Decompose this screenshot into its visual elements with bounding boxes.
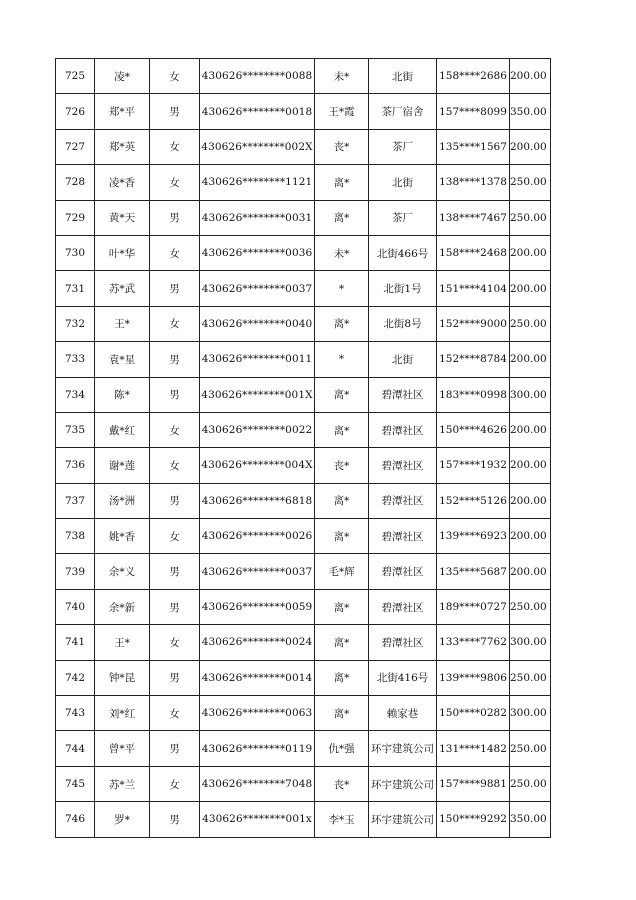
row-number: 734 xyxy=(56,377,95,412)
amount-cell: 200.00 xyxy=(510,483,551,518)
name-cell: 刘*红 xyxy=(95,696,150,731)
table-row xyxy=(56,94,551,129)
name-cell: 姚*香 xyxy=(95,519,150,554)
gender-cell: 女 xyxy=(150,165,200,200)
phone-cell: 138****7467 xyxy=(437,200,510,235)
phone-cell: 157****1932 xyxy=(437,448,510,483)
spouse-cell: 毛*辉 xyxy=(315,554,369,589)
row-number: 737 xyxy=(56,483,95,518)
name-cell: 曾*平 xyxy=(95,731,150,766)
name-cell: 黄*天 xyxy=(95,200,150,235)
phone-cell: 151****4104 xyxy=(437,271,510,306)
spouse-cell: 未* xyxy=(315,235,369,270)
address-cell: 茶厂 xyxy=(369,129,437,164)
name-cell: 凌*香 xyxy=(95,165,150,200)
spouse-cell: 丧* xyxy=(315,448,369,483)
gender-cell: 女 xyxy=(150,306,200,341)
id-number-cell: 430626********0018 xyxy=(200,94,315,129)
amount-cell: 250.00 xyxy=(510,766,551,801)
gender-cell: 女 xyxy=(150,129,200,164)
row-number: 745 xyxy=(56,766,95,801)
spouse-cell: * xyxy=(315,271,369,306)
gender-cell: 女 xyxy=(150,696,200,731)
address-cell: 碧潭社区 xyxy=(369,377,437,412)
phone-cell: 157****9881 xyxy=(437,766,510,801)
gender-cell: 男 xyxy=(150,94,200,129)
table-row xyxy=(56,483,551,518)
phone-cell: 158****2686 xyxy=(437,59,510,94)
gender-cell: 女 xyxy=(150,766,200,801)
phone-cell: 158****2468 xyxy=(437,235,510,270)
id-number-cell: 430626********0036 xyxy=(200,235,315,270)
row-number: 725 xyxy=(56,59,95,94)
table-row xyxy=(56,235,551,270)
name-cell: 王* xyxy=(95,306,150,341)
spouse-cell: 李*玉 xyxy=(315,802,369,837)
table-row xyxy=(56,377,551,412)
amount-cell: 250.00 xyxy=(510,589,551,624)
name-cell: 凌* xyxy=(95,59,150,94)
row-number: 735 xyxy=(56,412,95,447)
phone-cell: 133****7762 xyxy=(437,625,510,660)
address-cell: 茶厂宿舍 xyxy=(369,94,437,129)
amount-cell: 300.00 xyxy=(510,377,551,412)
id-number-cell: 430626********0063 xyxy=(200,696,315,731)
id-number-cell: 430626********0088 xyxy=(200,59,315,94)
row-number: 731 xyxy=(56,271,95,306)
phone-cell: 135****1567 xyxy=(437,129,510,164)
id-number-cell: 430626********1121 xyxy=(200,165,315,200)
gender-cell: 男 xyxy=(150,377,200,412)
id-number-cell: 430626********0119 xyxy=(200,731,315,766)
address-cell: 碧潭社区 xyxy=(369,483,437,518)
spouse-cell: 丧* xyxy=(315,766,369,801)
address-cell: 碧潭社区 xyxy=(369,554,437,589)
name-cell: 余*义 xyxy=(95,554,150,589)
name-cell: 汤*洲 xyxy=(95,483,150,518)
spouse-cell: 仇*强 xyxy=(315,731,369,766)
id-number-cell: 430626********6818 xyxy=(200,483,315,518)
address-cell: 碧潭社区 xyxy=(369,625,437,660)
spouse-cell: 离* xyxy=(315,200,369,235)
amount-cell: 200.00 xyxy=(510,271,551,306)
row-number: 736 xyxy=(56,448,95,483)
phone-cell: 150****9292 xyxy=(437,802,510,837)
table-row xyxy=(56,448,551,483)
phone-cell: 131****1482 xyxy=(437,731,510,766)
gender-cell: 男 xyxy=(150,342,200,377)
table-row xyxy=(56,802,551,837)
id-number-cell: 430626********0014 xyxy=(200,660,315,695)
row-number: 740 xyxy=(56,589,95,624)
address-cell: 环宇建筑公司 xyxy=(369,766,437,801)
row-number: 741 xyxy=(56,625,95,660)
table-row xyxy=(56,731,551,766)
spouse-cell: 离* xyxy=(315,589,369,624)
gender-cell: 男 xyxy=(150,200,200,235)
amount-cell: 250.00 xyxy=(510,306,551,341)
gender-cell: 女 xyxy=(150,448,200,483)
phone-cell: 139****6923 xyxy=(437,519,510,554)
table-row xyxy=(56,271,551,306)
address-cell: 茶厂 xyxy=(369,200,437,235)
spouse-cell: 离* xyxy=(315,519,369,554)
phone-cell: 150****4626 xyxy=(437,412,510,447)
id-number-cell: 430626********0031 xyxy=(200,200,315,235)
row-number: 727 xyxy=(56,129,95,164)
phone-cell: 138****1378 xyxy=(437,165,510,200)
id-number-cell: 430626********0037 xyxy=(200,271,315,306)
amount-cell: 200.00 xyxy=(510,554,551,589)
records-table xyxy=(55,58,551,838)
address-cell: 北街 xyxy=(369,59,437,94)
address-cell: 北街8号 xyxy=(369,306,437,341)
amount-cell: 350.00 xyxy=(510,94,551,129)
address-cell: 环宇建筑公司 xyxy=(369,731,437,766)
table-row xyxy=(56,306,551,341)
id-number-cell: 430626********7048 xyxy=(200,766,315,801)
id-number-cell: 430626********0059 xyxy=(200,589,315,624)
name-cell: 郑*英 xyxy=(95,129,150,164)
table-row xyxy=(56,412,551,447)
address-cell: 环宇建筑公司 xyxy=(369,802,437,837)
row-number: 732 xyxy=(56,306,95,341)
id-number-cell: 430626********001X xyxy=(200,377,315,412)
address-cell: 北街 xyxy=(369,342,437,377)
name-cell: 王* xyxy=(95,625,150,660)
gender-cell: 女 xyxy=(150,59,200,94)
row-number: 733 xyxy=(56,342,95,377)
gender-cell: 男 xyxy=(150,554,200,589)
spouse-cell: 离* xyxy=(315,377,369,412)
gender-cell: 男 xyxy=(150,589,200,624)
gender-cell: 女 xyxy=(150,235,200,270)
phone-cell: 150****0282 xyxy=(437,696,510,731)
spouse-cell: 离* xyxy=(315,660,369,695)
table-row xyxy=(56,554,551,589)
table-row xyxy=(56,165,551,200)
spouse-cell: 王*霞 xyxy=(315,94,369,129)
amount-cell: 300.00 xyxy=(510,625,551,660)
address-cell: 碧潭社区 xyxy=(369,448,437,483)
phone-cell: 152****5126 xyxy=(437,483,510,518)
gender-cell: 男 xyxy=(150,660,200,695)
row-number: 728 xyxy=(56,165,95,200)
gender-cell: 男 xyxy=(150,483,200,518)
phone-cell: 139****9806 xyxy=(437,660,510,695)
name-cell: 余*新 xyxy=(95,589,150,624)
table-row xyxy=(56,200,551,235)
id-number-cell: 430626********0037 xyxy=(200,554,315,589)
table-row xyxy=(56,696,551,731)
amount-cell: 250.00 xyxy=(510,731,551,766)
amount-cell: 200.00 xyxy=(510,59,551,94)
table-row xyxy=(56,766,551,801)
name-cell: 苏*兰 xyxy=(95,766,150,801)
amount-cell: 250.00 xyxy=(510,165,551,200)
address-cell: 北街 xyxy=(369,165,437,200)
name-cell: 罗* xyxy=(95,802,150,837)
id-number-cell: 430626********0024 xyxy=(200,625,315,660)
table-body xyxy=(56,59,551,838)
amount-cell: 300.00 xyxy=(510,696,551,731)
phone-cell: 152****9000 xyxy=(437,306,510,341)
phone-cell: 157****8099 xyxy=(437,94,510,129)
table-row xyxy=(56,129,551,164)
name-cell: 郑*平 xyxy=(95,94,150,129)
gender-cell: 女 xyxy=(150,412,200,447)
table-row xyxy=(56,589,551,624)
spouse-cell: 离* xyxy=(315,412,369,447)
amount-cell: 200.00 xyxy=(510,448,551,483)
name-cell: 苏*武 xyxy=(95,271,150,306)
row-number: 730 xyxy=(56,235,95,270)
gender-cell: 女 xyxy=(150,519,200,554)
name-cell: 叶*华 xyxy=(95,235,150,270)
row-number: 744 xyxy=(56,731,95,766)
spouse-cell: 丧* xyxy=(315,129,369,164)
row-number: 729 xyxy=(56,200,95,235)
row-number: 738 xyxy=(56,519,95,554)
name-cell: 戴*红 xyxy=(95,412,150,447)
address-cell: 北街416号 xyxy=(369,660,437,695)
table-row xyxy=(56,59,551,94)
phone-cell: 183****0998 xyxy=(437,377,510,412)
amount-cell: 350.00 xyxy=(510,802,551,837)
amount-cell: 200.00 xyxy=(510,129,551,164)
phone-cell: 135****5687 xyxy=(437,554,510,589)
spouse-cell: 离* xyxy=(315,483,369,518)
spouse-cell: * xyxy=(315,342,369,377)
amount-cell: 200.00 xyxy=(510,342,551,377)
phone-cell: 152****8784 xyxy=(437,342,510,377)
id-number-cell: 430626********0011 xyxy=(200,342,315,377)
amount-cell: 200.00 xyxy=(510,519,551,554)
address-cell: 碧潭社区 xyxy=(369,519,437,554)
address-cell: 碧潭社区 xyxy=(369,412,437,447)
id-number-cell: 430626********0040 xyxy=(200,306,315,341)
name-cell: 袁*星 xyxy=(95,342,150,377)
amount-cell: 200.00 xyxy=(510,235,551,270)
name-cell: 谢*莲 xyxy=(95,448,150,483)
id-number-cell: 430626********002X xyxy=(200,129,315,164)
id-number-cell: 430626********004X xyxy=(200,448,315,483)
row-number: 743 xyxy=(56,696,95,731)
phone-cell: 189****0727 xyxy=(437,589,510,624)
amount-cell: 250.00 xyxy=(510,200,551,235)
id-number-cell: 430626********0026 xyxy=(200,519,315,554)
row-number: 746 xyxy=(56,802,95,837)
spouse-cell: 离* xyxy=(315,306,369,341)
address-cell: 北街466号 xyxy=(369,235,437,270)
id-number-cell: 430626********001x xyxy=(200,802,315,837)
amount-cell: 250.00 xyxy=(510,660,551,695)
table-row xyxy=(56,660,551,695)
spouse-cell: 未* xyxy=(315,59,369,94)
row-number: 739 xyxy=(56,554,95,589)
name-cell: 钟*昆 xyxy=(95,660,150,695)
row-number: 742 xyxy=(56,660,95,695)
spouse-cell: 离* xyxy=(315,625,369,660)
table-row xyxy=(56,342,551,377)
name-cell: 陈* xyxy=(95,377,150,412)
address-cell: 北街1号 xyxy=(369,271,437,306)
table-row xyxy=(56,519,551,554)
id-number-cell: 430626********0022 xyxy=(200,412,315,447)
address-cell: 赖家巷 xyxy=(369,696,437,731)
gender-cell: 男 xyxy=(150,271,200,306)
spouse-cell: 离* xyxy=(315,696,369,731)
row-number: 726 xyxy=(56,94,95,129)
spouse-cell: 离* xyxy=(315,165,369,200)
address-cell: 碧潭社区 xyxy=(369,589,437,624)
gender-cell: 男 xyxy=(150,731,200,766)
gender-cell: 男 xyxy=(150,802,200,837)
gender-cell: 女 xyxy=(150,625,200,660)
amount-cell: 200.00 xyxy=(510,412,551,447)
table-row xyxy=(56,625,551,660)
